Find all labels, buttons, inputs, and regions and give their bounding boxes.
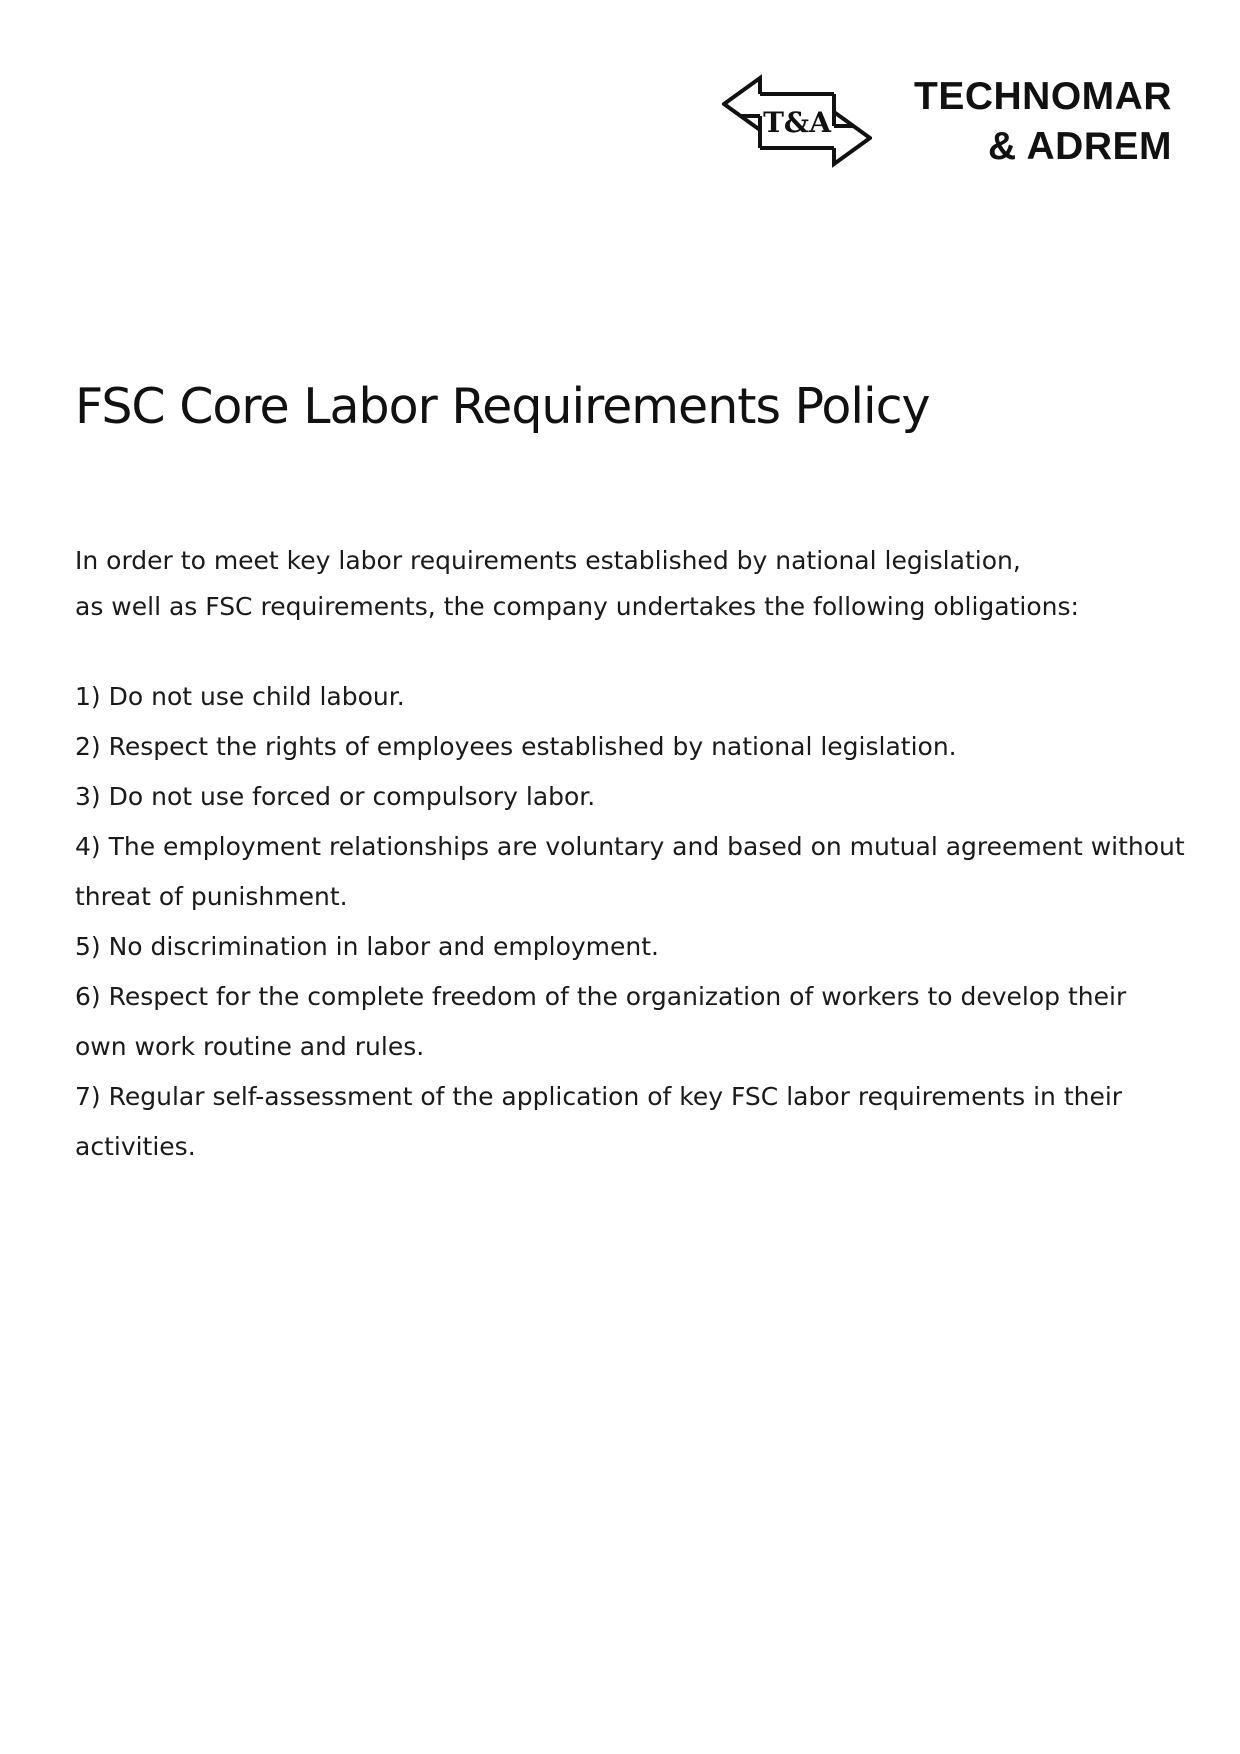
emblem-text: T&A	[763, 106, 831, 139]
obligations-list	[75, 672, 1185, 1172]
page-title: FSC Core Labor Requirements Policy	[75, 378, 930, 435]
intro-line: In order to meet key labor requirements established by national legislation,	[75, 546, 1021, 575]
brand-name-line2: & ADREM	[987, 125, 1172, 168]
double-arrow-emblem-icon	[722, 74, 872, 168]
obligation-item: 1) Do not use child labour.	[75, 682, 405, 711]
brand-name	[914, 72, 1172, 172]
obligation-item: 5) No discrimination in labor and employment.	[75, 932, 659, 961]
intro-line: as well as FSC requirements, the company undertakes the following obligations:	[75, 592, 1079, 621]
obligation-item: 4) The employment relationships are voluntary and based on mutual agreement without threat of punishment.	[75, 832, 1185, 911]
company-logo	[722, 72, 1172, 172]
obligation-item: 2) Respect the rights of employees established by national legislation.	[75, 732, 957, 761]
intro-paragraph	[75, 538, 1185, 630]
obligation-item: 6) Respect for the complete freedom of the organization of workers to develop their own work routine and rules.	[75, 982, 1127, 1061]
obligation-item: 7) Regular self-assessment of the application of key FSC labor requirements in their activities.	[75, 1082, 1123, 1161]
brand-name-line1: TECHNOMAR	[914, 75, 1172, 118]
obligation-item: 3) Do not use forced or compulsory labor.	[75, 782, 596, 811]
